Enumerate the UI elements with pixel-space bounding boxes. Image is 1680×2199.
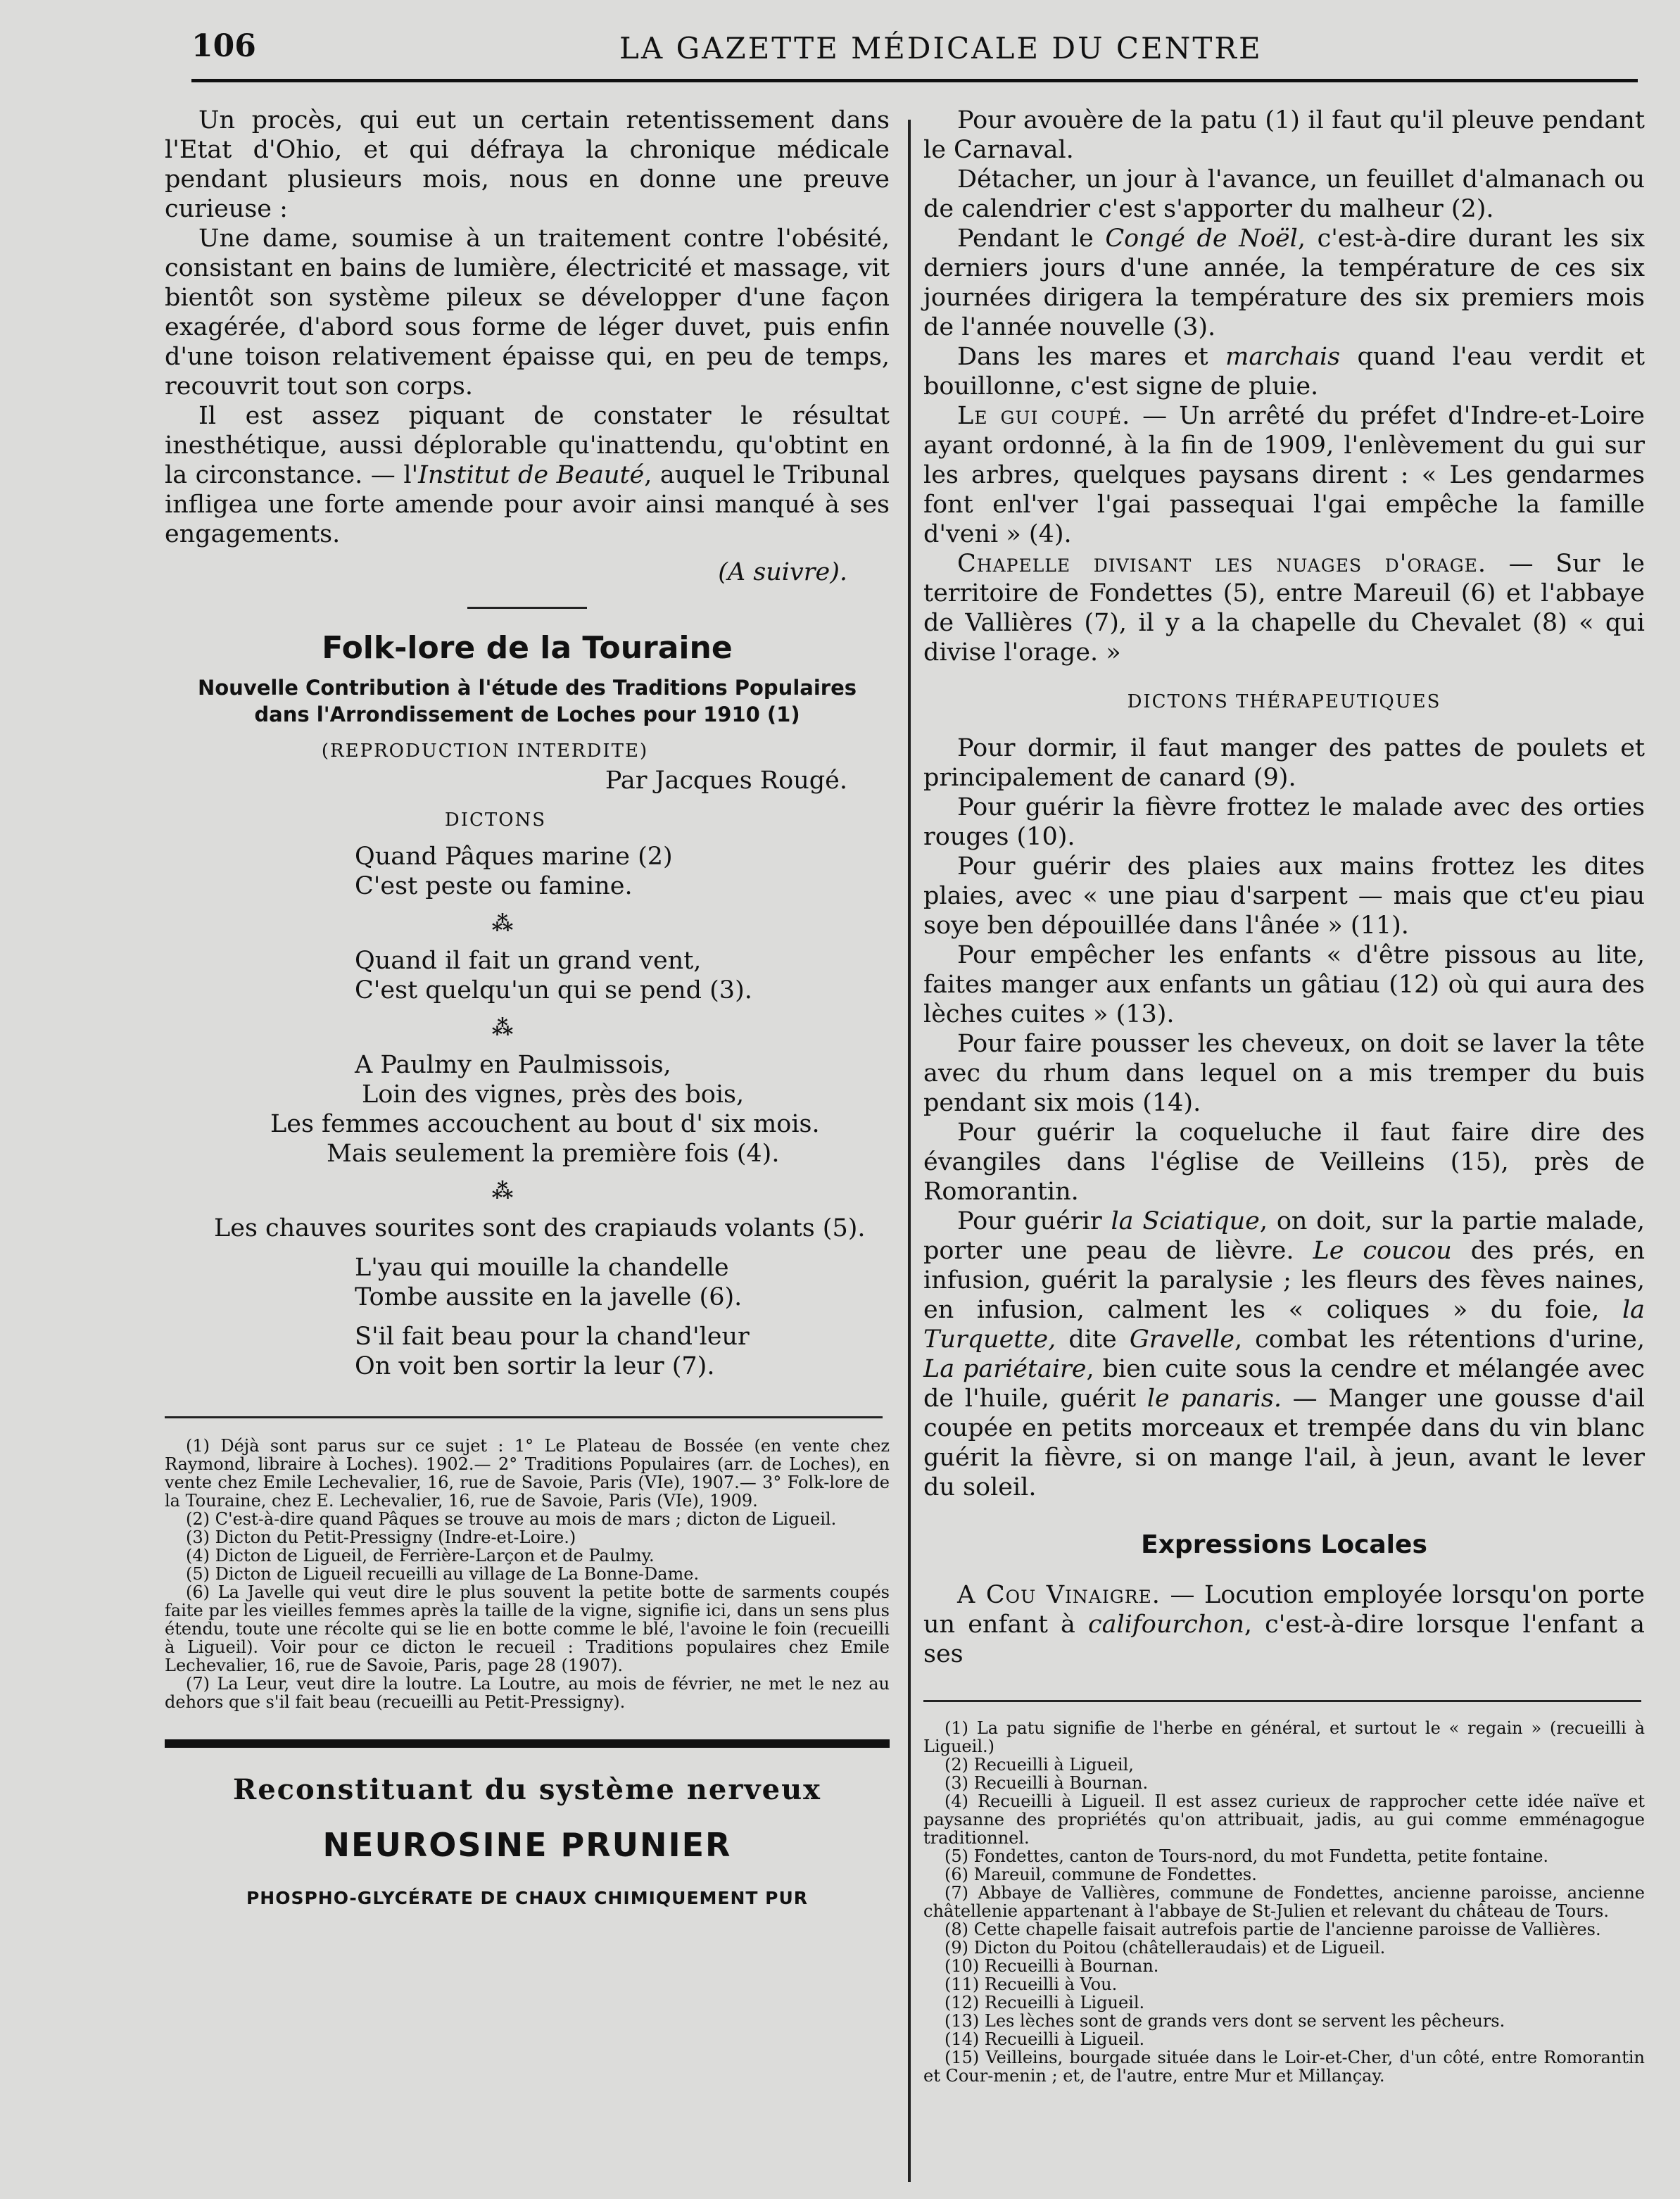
footnote-rule (165, 1416, 883, 1418)
paragraph: Pour guérir la coqueluche il faut faire dire des évangiles dans l'église de Veilleins (15), près de Romorantin. (923, 1119, 1645, 1206)
advert-product: NEUROSINE PRUNIER (322, 1826, 732, 1864)
verse-line: Les femmes accouchent au bout d' six mois. (270, 1110, 820, 1138)
footnote: (1) La patu signifie de l'herbe en général, et surtout le « regain » (recueilli à Ligueil.) (923, 1718, 1645, 1756)
section-title: Expressions Locales (1141, 1530, 1427, 1559)
paragraph: Chapelle divisant les nuages d'orage. — Sur le territoire de Fondettes (5), entre Mareuil (6) et l'abbaye de Vallières (7), il y a la chapelle du Chevalet (8) « qui divise l'orage. » (923, 550, 1645, 667)
verse (355, 946, 890, 1005)
paragraph: Pour guérir des plaies aux mains frottez les dites plaies, avec « une piau d'sarpent — mais que ct'eu piau soye ben dépouillée dans l'ânée » (11). (923, 852, 1645, 940)
footnotes (923, 1719, 1645, 2085)
verse-line: Quand Pâques marine (2) (355, 843, 673, 871)
footnote: (5) Dicton de Ligueil recueilli au village de La Bonne-Dame. (186, 1564, 700, 1584)
paragraph: Pour faire pousser les cheveux, on doit se laver la tête avec du rhum dans lequel on a mis tremper du buis pendant six mois (14). (923, 1030, 1645, 1117)
advert-rule (165, 1739, 890, 1748)
reproduction-notice: (REPRODUCTION INTERDITE) (321, 741, 649, 762)
verse-line: Loin des vignes, près des bois, (362, 1080, 745, 1109)
footnote: (3) Dicton du Petit-Pressigny (Indre-et-Loire.) (186, 1527, 576, 1547)
verse-line: L'yau qui mouille la chandelle (355, 1254, 729, 1282)
footnote: (15) Veilleins, bourgade située dans le Loir-et-Cher, d'un côté, entre Romorantin et Cour-menin ; et, de l'autre, entre Mur et Millançay. (923, 2048, 1645, 2086)
section-heading: DICTONS THÉRAPEUTIQUES (1127, 691, 1441, 712)
footnote: (9) Dicton du Poitou (châtelleraudais) et de Ligueil. (945, 1938, 1386, 1958)
footnote: (4) Recueilli à Ligueil. Il est assez curieux de rapprocher cette idée naïve et paysanne des propriétés qu'on attribuait, jadis, au gui comme emménagogue traditionnel. (923, 1791, 1645, 1848)
footnote: (8) Cette chapelle faisait autrefois partie de l'ancienne paroisse de Vallières. (945, 1920, 1601, 1939)
paragraph: Pendant le Congé de Noël, c'est-à-dire durant les six derniers jours d'une année, la température de ces six journées dirigera la température des six premiers mois de l'année nouvelle (3). (923, 225, 1645, 341)
paragraph: Pour dormir, il faut manger des pattes de poulets et principalement de canard (9). (923, 734, 1645, 792)
footnote: (11) Recueilli à Vou. (945, 1974, 1118, 1994)
verse-line: S'il fait beau pour la chand'leur (355, 1323, 750, 1351)
paragraph: Dans les mares et marchais quand l'eau verdit et bouillonne, c'est signe de pluie. (923, 343, 1646, 401)
article-title: Folk-lore de la Touraine (322, 630, 733, 666)
right-column (923, 106, 1645, 2085)
verse-line: Mais seulement la première fois (4). (327, 1140, 780, 1168)
verse-line: C'est peste ou famine. (355, 872, 633, 900)
journal-title: LA GAZETTE MÉDICALE DU CENTRE (619, 31, 1263, 65)
asterism: ⁂ (491, 1179, 514, 1204)
asterism: ⁂ (491, 912, 514, 936)
footnote: (14) Recueilli à Ligueil. (945, 2029, 1145, 2049)
verse-line: Quand il fait un grand vent, (355, 947, 702, 975)
author: Par Jacques Rougé. (605, 767, 847, 795)
section-heading: DICTONS (444, 809, 547, 831)
paragraph: A Cou Vinaigre. — Locution employée lorsqu'on porte un enfant à califourchon, c'est-à-dire lorsque l'enfant a ses (923, 1581, 1646, 1668)
left-column (165, 106, 890, 1908)
advert-tagline: PHOSPHO-GLYCÉRATE DE CHAUX CHIMIQUEMENT PUR (246, 1888, 809, 1908)
footnote: (6) Mareuil, commune de Fondettes. (945, 1865, 1257, 1884)
verse-line: On voit ben sortir la leur (7). (355, 1352, 715, 1380)
paragraph: Pour guérir la fièvre frottez le malade avec des orties rouges (10). (923, 793, 1645, 851)
footnote: (2) C'est-à-dire quand Pâques se trouve au mois de mars ; dicton de Ligueil. (186, 1509, 837, 1529)
footnote-rule (923, 1700, 1641, 1702)
footnote: (7) La Leur, veut dire la loutre. La Loutre, au mois de février, ne met le nez au dehors que s'il fait beau (recueilli au Petit-Pressigny). (165, 1674, 890, 1712)
advert-headline: Reconstituant du système nerveux (232, 1773, 822, 1806)
verse (270, 1050, 890, 1168)
paragraph: Il est assez piquant de constater le résultat inesthétique, aussi déplorable qu'inattendu, qu'obtint en la circonstance. — l'Institut de Beauté, auquel le Tribunal infligea une forte amende pour avoir ainsi manqué à ses engagements. (165, 402, 890, 548)
section-rule (467, 607, 587, 609)
article-subtitle: Nouvelle Contribution à l'étude des Traditions Populaires (197, 676, 857, 700)
verse (355, 1322, 890, 1381)
verse-line: C'est quelqu'un qui se pend (3). (355, 976, 752, 1004)
footnote: (2) Recueilli à Ligueil, (945, 1755, 1134, 1775)
paragraph: Pour guérir la Sciatique, on doit, sur la partie malade, porter une peau de lièvre. Le coucou des prés, en infusion, guérit la paralysie ; les fleurs des fèves naines, en infusion, calment les « coliques » du foie, la Turquette, dite Gravelle, combat les rétentions d'urine, La pariétaire, bien cuite sous la cendre et mélangée avec de l'huile, guérit le panaris. — Manger une gousse d'ail coupée en petits morceaux et trempée dans du vin blanc guérit la fièvre, si on mange l'ail, à jeun, avant le lever du soleil. (923, 1207, 1646, 1501)
verse-line: A Paulmy en Paulmissois, (355, 1051, 671, 1079)
footnote: (13) Les lèches sont de grands vers dont se servent les pêcheurs. (945, 2011, 1505, 2031)
verse-line: Les chauves sourites sont des crapiauds volants (5). (214, 1214, 866, 1242)
article-subtitle: dans l'Arrondissement de Loches pour 1910 (1) (254, 702, 800, 726)
footnote: (10) Recueilli à Bournan. (945, 1956, 1159, 1976)
paragraph: Une dame, soumise à un traitement contre l'obésité, consistant en bains de lumière, électricité et massage, vit bientôt son système pileux se développer d'une façon exagérée, d'abord sous forme de léger duvet, puis enfin d'une toison relativement épaisse qui, en peu de temps, recouvrit tout son corps. (165, 225, 890, 401)
header-rule (191, 79, 1638, 82)
column-divider (908, 120, 911, 2182)
footnotes (165, 1437, 890, 1711)
verse-line: Tombe aussite en la javelle (6). (355, 1283, 743, 1311)
footnote: (1) Déjà sont parus sur ce sujet : 1° Le Plateau de Bossée (en vente chez Raymond, libraire à Loches). 1902.— 2° Traditions Populaires (arr. de Loches), en vente chez Emile Lechevalier, 16, rue de Savoie, Paris (VIe), 1907.— 3° Folk-lore de la Touraine, chez E. Lechevalier, 16, rue de Savoie, Paris (VIe), 1909. (165, 1436, 890, 1511)
footnote: (3) Recueilli à Bournan. (945, 1773, 1149, 1793)
footnote: (7) Abbaye de Vallières, commune de Fondettes, ancienne paroisse, ancienne châtellenie appartenant à l'abbaye de St-Julien et relevant du château de Tours. (923, 1883, 1645, 1921)
paragraph: Un procès, qui eut un certain retentissement dans l'Etat d'Ohio, et qui défraya la chronique médicale pendant plusieurs mois, nous en donne une preuve curieuse : (165, 106, 890, 223)
footnote: (4) Dicton de Ligueil, de Ferrière-Larçon et de Paulmy. (186, 1546, 655, 1565)
footnote: (5) Fondettes, canton de Tours-nord, du mot Fundetta, petite fontaine. (945, 1846, 1549, 1866)
a-suivre: (A suivre). (718, 558, 847, 586)
paragraph: Le gui coupé. — Un arrêté du préfet d'Indre-et-Loire ayant ordonné, à la fin de 1909, l'enlèvement du gui sur les arbres, quelques paysans dirent : « Les gendarmes font enl'ver l'gai passequai l'gai empêche la famille d'veni » (4). (923, 402, 1645, 548)
footnote: (12) Recueilli à Ligueil. (945, 1993, 1145, 2012)
verse (355, 842, 890, 901)
page-number: 106 (191, 28, 256, 64)
paragraph: Pour empêcher les enfants « d'être pissous au lite, faites manger aux enfants un gâtiau (12) où qui aura des lèches cuites » (13). (923, 941, 1645, 1028)
paragraph: Pour avouère de la patu (1) il faut qu'il pleuve pendant le Carnaval. (923, 106, 1645, 164)
paragraph: Détacher, un jour à l'avance, un feuillet d'almanach ou de calendrier c'est s'apporter du malheur (2). (923, 165, 1645, 223)
verse (355, 1253, 890, 1312)
asterism: ⁂ (491, 1016, 514, 1040)
footnote: (6) La Javelle qui veut dire le plus souvent la petite botte de sarments coupés faite par les vieilles femmes après la taille de la vigne, signifie ici, dans un sens plus étendu, toute une récolte qui se lie en botte comme le blé, l'avoine le foin (recueilli à Ligueil). Voir pour ce dicton le recueil : Traditions populaires chez Emile Lechevalier, 16, rue de Savoie, Paris, page 28 (1907). (165, 1582, 890, 1675)
